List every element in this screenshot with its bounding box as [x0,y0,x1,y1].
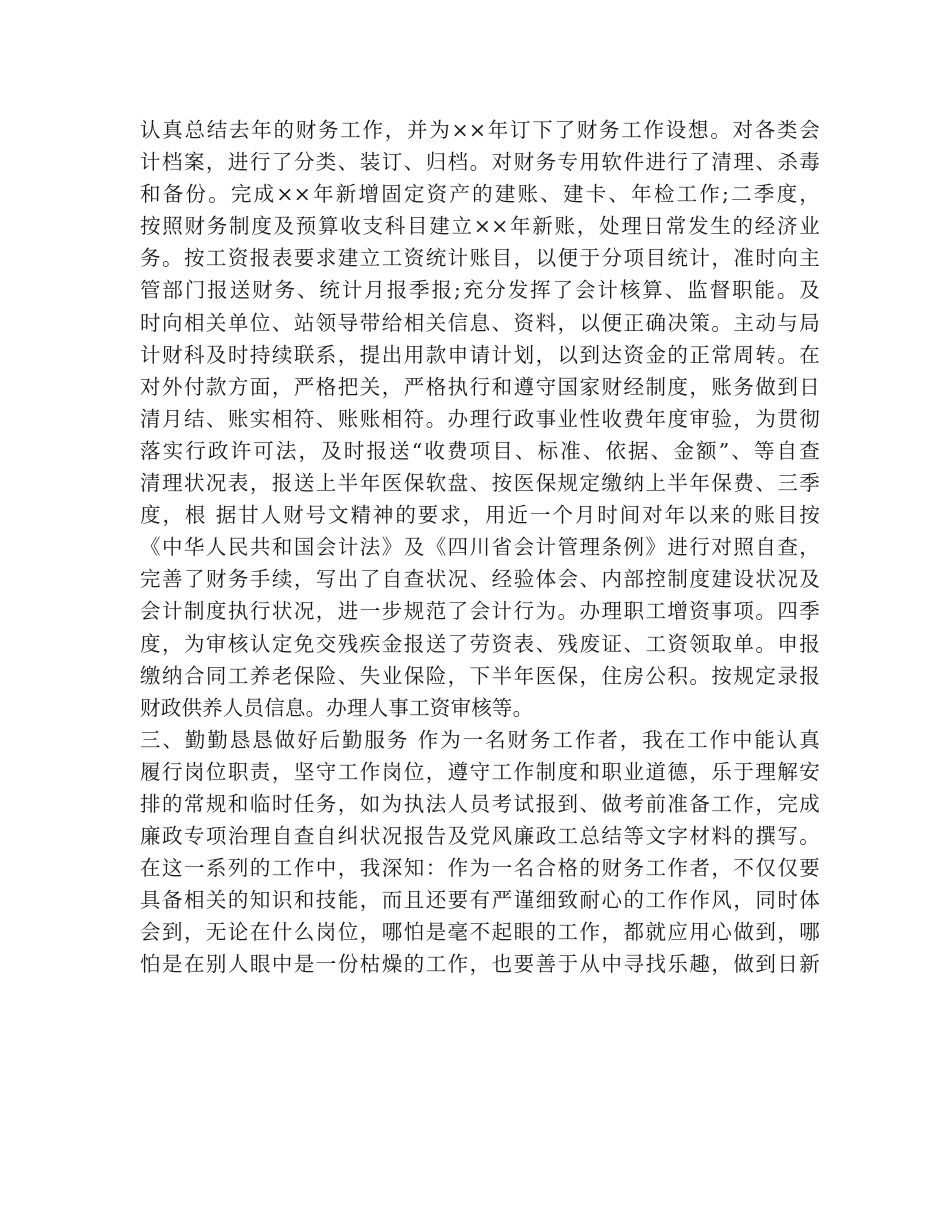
text-line: 会到，无论在什么岗位，哪怕是毫不起眼的工作，都就应用心做到，哪 [140,920,820,945]
paragraph-end-line: 财政供养人员信息。办理人事工资审核等。 [140,695,534,720]
text-line: 排的常规和临时任务，如为执法人员考试报到、做考前准备工作，完成 [140,791,820,816]
text-line: 对外付款方面，严格把关，严格执行和遵守国家财经制度，账务做到日 [140,374,820,399]
text-line: 清月结、账实相符、账账相符。办理行政事业性收费年度审验，为贯彻 [140,406,820,431]
section-heading-line: 三、勤勤恳恳做好后勤服务 作为一名财务工作者，我在工作中能认真 [140,727,820,752]
text-line: 具备相关的知识和技能，而且还要有严谨细致耐心的工作作风，同时体 [140,888,820,913]
text-line: 《中华人民共和国会计法》及《四川省会计管理条例》进行对照自查， [140,535,820,560]
text-line: 计财科及时持续联系，提出用款申请计划，以到达资金的正常周转。在 [140,342,820,367]
text-line: 在这一系列的工作中，我深知：作为一名合格的财务工作者，不仅仅要 [140,856,820,881]
text-line: 完善了财务手续，写出了自查状况、经验体会、内部控制度建设状况及 [140,567,820,592]
text-line: 认真总结去年的财务工作，并为××年订下了财务工作设想。对各类会 [140,118,820,142]
text-line: 务。按工资报表要求建立工资统计账目，以便于分项目统计，准时向主 [140,246,820,271]
text-line: 计档案，进行了分类、装订、归档。对财务专用软件进行了清理、杀毒 [140,150,820,175]
text-line: 缴纳合同工养老保险、失业保险，下半年医保，住房公积。按规定录报 [140,663,820,688]
text-line: 怕是在别人眼中是一份枯燥的工作，也要善于从中寻找乐趣，做到日新 [140,952,820,977]
text-line: 时向相关单位、站领导带给相关信息、资料，以便正确决策。主动与局 [140,310,820,335]
text-line: 管部门报送财务、统计月报季报;充分发挥了会计核算、监督职能。及 [140,278,820,303]
text-line: 落实行政许可法，及时报送“收费项目、标准、依据、金额”、等自查 [140,438,820,463]
text-line: 廉政专项治理自查自纠状况报告及党风廉政工总结等文字材料的撰写。 [140,824,820,849]
body-text [140,114,820,981]
text-line: 履行岗位职责，坚守工作岗位，遵守工作制度和职业道德，乐于理解安 [140,759,820,784]
text-line: 和备份。完成××年新增固定资产的建账、建卡、年检工作;二季度， [140,182,820,207]
text-line: 度，根 据甘人财号文精神的要求，用近一个月时间对年以来的账目按 [140,503,820,528]
text-line: 按照财务制度及预算收支科目建立××年新账，处理日常发生的经济业 [140,214,820,239]
text-line: 清理状况表，报送上半年医保软盘、按医保规定缴纳上半年保费、三季 [140,471,820,496]
text-line: 会计制度执行状况，进一步规范了会计行为。办理职工增资事项。四季 [140,599,820,624]
text-line: 度，为审核认定免交残疾金报送了劳资表、残废证、工资领取单。申报 [140,631,820,656]
